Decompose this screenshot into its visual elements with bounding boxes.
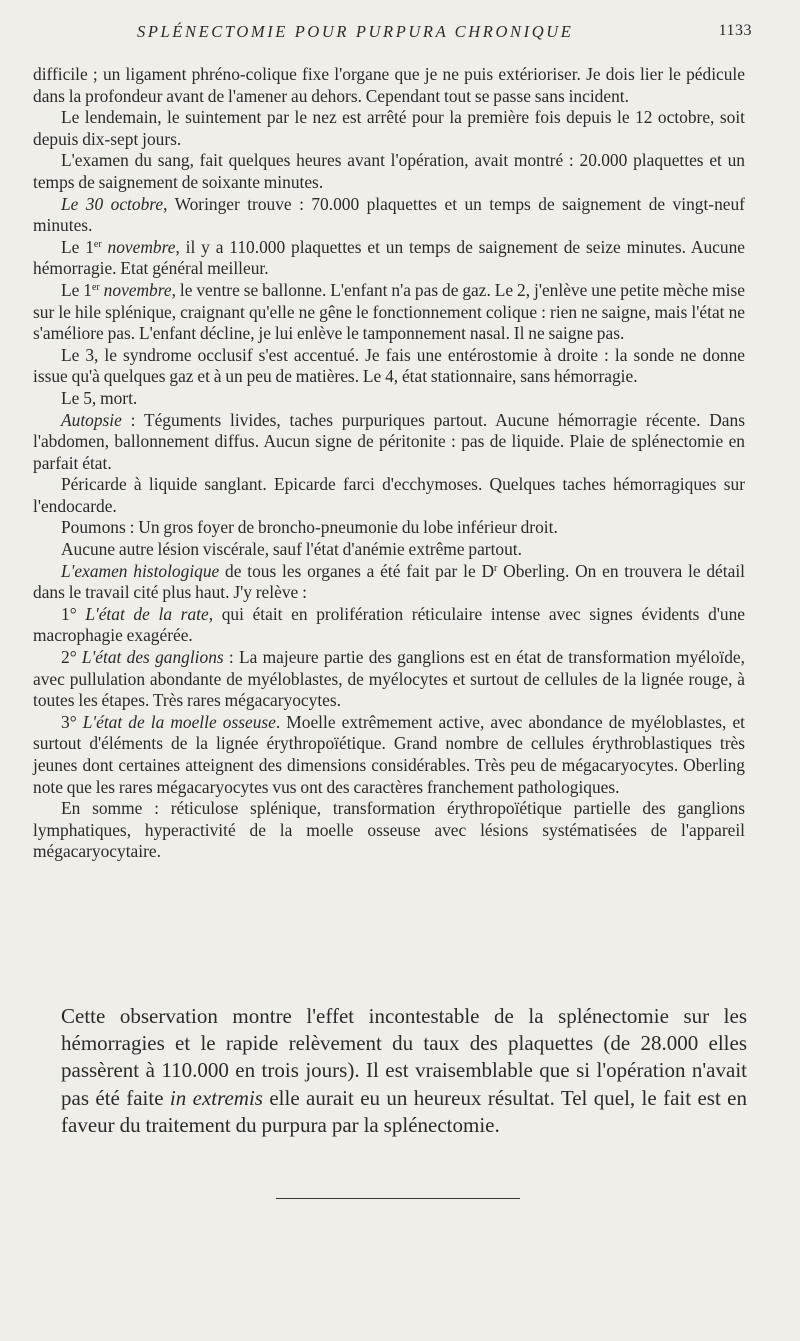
page-number: 1133 (718, 22, 752, 39)
body-paragraph (33, 712, 745, 798)
ordinal-suffix: er (93, 238, 102, 250)
paragraph-text: Le 1 (61, 236, 94, 257)
running-title: SPLÉNECTOMIE POUR PURPURA CHRONIQUE (137, 22, 574, 41)
conclusion-paragraph (61, 1003, 747, 1139)
paragraph-text: Péricarde à liquide sanglant. Epicarde farci d'ecchymoses. Quelques taches hémorragiques sur l'endocarde. (33, 474, 745, 516)
italic-text: L'état des ganglions (81, 647, 224, 668)
italic-text: L'état de la moelle osseuse (82, 711, 276, 732)
body-paragraph (33, 474, 745, 517)
abbreviation-suffix: r (494, 562, 498, 574)
body-paragraph (33, 604, 745, 647)
paragraph-text: , il y a 110.000 plaquettes et un temps de saignement de seize minutes. Aucune hémorragie. Etat général meilleur. (33, 236, 745, 279)
italic-text: octobre (110, 193, 164, 214)
body-paragraph (33, 798, 745, 863)
paragraph-text: 1° (61, 603, 86, 624)
italic-text: novembre (101, 236, 176, 257)
paragraph-text: . Moelle extrêmement active, avec abondance de myéloblastes, et surtout d'éléments de la lignée érythropoïétique. Grand nombre de cellules érythroblastiques très jeunes dont certaines atteignent des dimensions considérables. Très peu de mégacaryocytes. Oberling note que les rares mégacaryocytes vus ont des caractères franchement pathologiques. (33, 711, 745, 797)
paragraph-text: Le lendemain, le suintement par le nez est arrêté pour la première fois depuis le 12 octobre, soit depuis dix-sept jours. (33, 107, 745, 149)
paragraph-text: Oberling. On en trouvera le détail dans le travail cité plus haut. J'y relève : (33, 560, 745, 603)
conclusion-text-start: Cette observation montre l'effet incontestable de la splénectomie sur les hémorragies et le rapide relèvement du taux des plaquettes (de 28.000 elles passèrent à 110.000 en trois jours). Il est vraisemblable que si l'opération n'avait pas été faite (61, 1004, 747, 1110)
paragraph-text: L'examen du sang, fait quelques heures avant l'opération, avait montré : 20.000 plaquettes et un temps de saignement de soixante minutes. (33, 150, 745, 192)
paragraph-text: Le 5, mort. (61, 387, 138, 408)
paragraph-text: Poumons : Un gros foyer de broncho-pneumonie du lobe inférieur droit. (61, 517, 558, 538)
paragraph-text: : La majeure partie des ganglions est en état de transformation myéloïde, avec pullulation abondante de myéloblastes, de myélocytes et surtout de cellules de la lignée rouge, à toutes les étapes. Très rares mégacaryocytes. (33, 647, 745, 711)
paragraph-text: , le ventre se ballonne. L'enfant n'a pas de gaz. Le 2, j'enlève une petite mèche mise sur le hile splénique, craignant qu'elle ne gêne le fonctionnement colique : rien ne saigne, mais l'état ne s'améliore pas. L'enfant décline, je lui enlève le tamponnement nasal. Il ne saigne pas. (33, 279, 745, 344)
paragraph-text: : Téguments livides, taches purpuriques partout. Aucune hémorragie récente. Dans l'abdomen, ballonnement diffus. Aucun signe de péritonite : pas de liquide. Plaie de splénectomie en parfait état. (33, 409, 745, 473)
italic-text: L'état de la rate (85, 603, 209, 624)
paragraph-text: 3° (61, 711, 83, 732)
body-paragraph (33, 388, 745, 410)
ordinal-suffix: er (91, 281, 100, 293)
paragraph-text: de tous les organes a été fait par le D (219, 560, 495, 581)
italic-text: novembre (99, 279, 172, 300)
paragraph-text: , Woringer trouve : 70.000 plaquettes et un temps de saignement de vingt-neuf minutes. (33, 193, 745, 236)
paragraph-text: Le 3, le syndrome occlusif s'est accentué. Je fais une entérostomie à droite : la sonde ne donne issue qu'à quelques gaz et à un peu de matières. Le 4, état stationnaire, sans hémorragie. (33, 344, 745, 387)
paragraph-text: 2° (61, 647, 82, 668)
body-paragraph (33, 517, 745, 539)
paragraph-text: Aucune autre lésion viscérale, sauf l'état d'anémie extrême partout. (61, 539, 522, 560)
end-rule (276, 1198, 520, 1199)
running-head (33, 20, 752, 46)
paragraph-text: Le 1 (61, 279, 92, 300)
conclusion-text-end: elle aurait eu un heureux résultat. Tel quel, le fait est en faveur du traitement du purpura par la splénectomie. (61, 1085, 747, 1137)
body-text (33, 64, 745, 863)
italic-text: L'examen histologique (61, 560, 220, 581)
body-paragraph (33, 345, 745, 388)
conclusion-latin-phrase: in extremis (169, 1085, 263, 1110)
body-paragraph (33, 647, 745, 712)
body-paragraph (33, 150, 745, 193)
body-paragraph (33, 410, 745, 475)
body-paragraph (33, 194, 745, 237)
paragraph-text: En somme : réticulose splénique, transformation érythropoïétique partielle des ganglions lymphatiques, hyperactivité de la moelle osseuse avec lésions systématisées de l'appareil mégacaryocytaire. (33, 798, 745, 862)
paragraph-text: , qui était en prolifération réticulaire intense avec signes évidents d'une macrophagie exagérée. (33, 603, 746, 646)
body-paragraph (33, 561, 745, 604)
paragraph-text: Le 30 (61, 193, 111, 214)
paragraph-text: difficile ; un ligament phréno-colique fixe l'organe que je ne puis extérioriser. Je dois lier le pédicule dans la profondeur avant de l'amener au dehors. Cependant tout se passe sans incident. (33, 64, 745, 106)
body-paragraph (33, 280, 745, 345)
body-paragraph (33, 237, 745, 280)
body-paragraph (33, 107, 745, 150)
italic-text: Autopsie (61, 409, 122, 430)
body-paragraph (33, 64, 745, 107)
body-paragraph (33, 539, 745, 561)
